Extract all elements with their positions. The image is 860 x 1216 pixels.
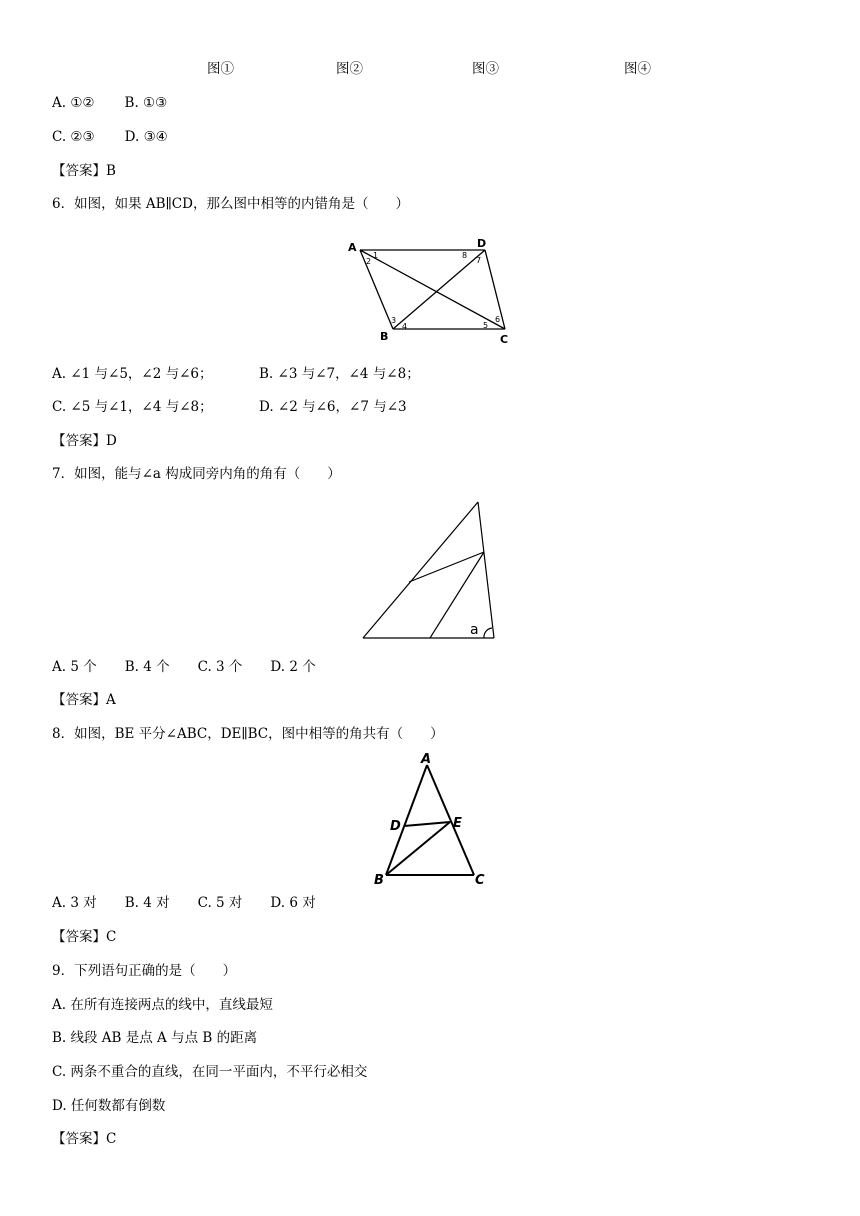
q9-stem: 9．下列语句正确的是（ ） <box>52 963 237 979</box>
q6-point-b: B <box>380 330 389 343</box>
q8-point-b: B <box>374 873 384 888</box>
q8-option-a: A. 3 对 <box>52 895 97 911</box>
q5-option-d: D. ③④ <box>124 129 168 145</box>
q7-option-d: D. 2 个 <box>270 659 316 675</box>
q6-angle-3: 3 <box>391 316 397 325</box>
q7-angle-a-label: a <box>470 622 479 638</box>
q5-option-a: A. ①② <box>52 95 95 111</box>
q6-angle-1: 1 <box>373 251 379 260</box>
q6-answer: 【答案】D <box>52 433 117 449</box>
q8-answer: 【答案】C <box>52 929 117 945</box>
q6-option-a: A. ∠1 与∠5，∠2 与∠6； <box>52 366 213 382</box>
q6-option-b: B. ∠3 与∠7，∠4 与∠8； <box>259 366 420 382</box>
q6-point-c: C <box>500 333 509 346</box>
q9-option-a: A. 在所有连接两点的线中，直线最短 <box>52 997 273 1013</box>
q8-options <box>52 894 316 912</box>
figure-label-3: 图③ <box>472 61 499 77</box>
q7-answer: 【答案】A <box>52 692 116 708</box>
figure-label-1: 图① <box>207 61 234 77</box>
q6-option-d: D. ∠2 与∠6，∠7 与∠3 <box>259 399 407 415</box>
q8-option-b: B. 4 对 <box>124 895 170 911</box>
q9-answer: 【答案】C <box>52 1131 117 1147</box>
q9-option-d: D. 任何数都有倒数 <box>52 1098 166 1114</box>
q9-option-c: C. 两条不重合的直线，在同一平面内，不平行必相交 <box>52 1064 368 1080</box>
q9-option-b: B. 线段 AB 是点 A 与点 B 的距离 <box>52 1030 258 1046</box>
q6-angle-8: 8 <box>462 251 468 260</box>
q8-option-c: C. 5 对 <box>197 895 243 911</box>
q8-point-a: A <box>421 752 432 767</box>
q8-stem: 8．如图，BE 平分∠ABC，DE∥BC，图中相等的角共有（ ） <box>52 726 444 742</box>
q8-point-c: C <box>475 873 485 888</box>
q8-option-d: D. 6 对 <box>270 895 316 911</box>
q7-option-c: C. 3 个 <box>197 659 243 675</box>
q6-angle-2: 2 <box>366 257 372 266</box>
q5-option-b: B. ①③ <box>124 95 168 111</box>
figure-label-2: 图② <box>336 61 363 77</box>
q5-answer: 【答案】B <box>52 163 116 179</box>
q7-option-b: B. 4 个 <box>124 659 170 675</box>
q6-angle-4: 4 <box>402 322 408 331</box>
q7-option-a: A. 5 个 <box>52 659 97 675</box>
q8-point-d: D <box>390 819 401 834</box>
q6-angle-6: 6 <box>495 315 501 324</box>
q6-point-d: D <box>477 237 487 250</box>
q6-angle-7: 7 <box>476 256 482 265</box>
q5-option-c: C. ②③ <box>52 129 95 145</box>
figure-label-4: 图④ <box>624 61 651 77</box>
q7-stem: 7．如图，能与∠a 构成同旁内角的角有（ ） <box>52 466 341 482</box>
q6-option-c: C. ∠5 与∠1，∠4 与∠8； <box>52 399 213 415</box>
q6-stem: 6．如图，如果 AB∥CD，那么图中相等的内错角是（ ） <box>52 196 409 212</box>
q6-point-a: A <box>348 241 357 254</box>
q8-point-e: E <box>453 816 462 831</box>
q6-angle-5: 5 <box>483 321 489 330</box>
